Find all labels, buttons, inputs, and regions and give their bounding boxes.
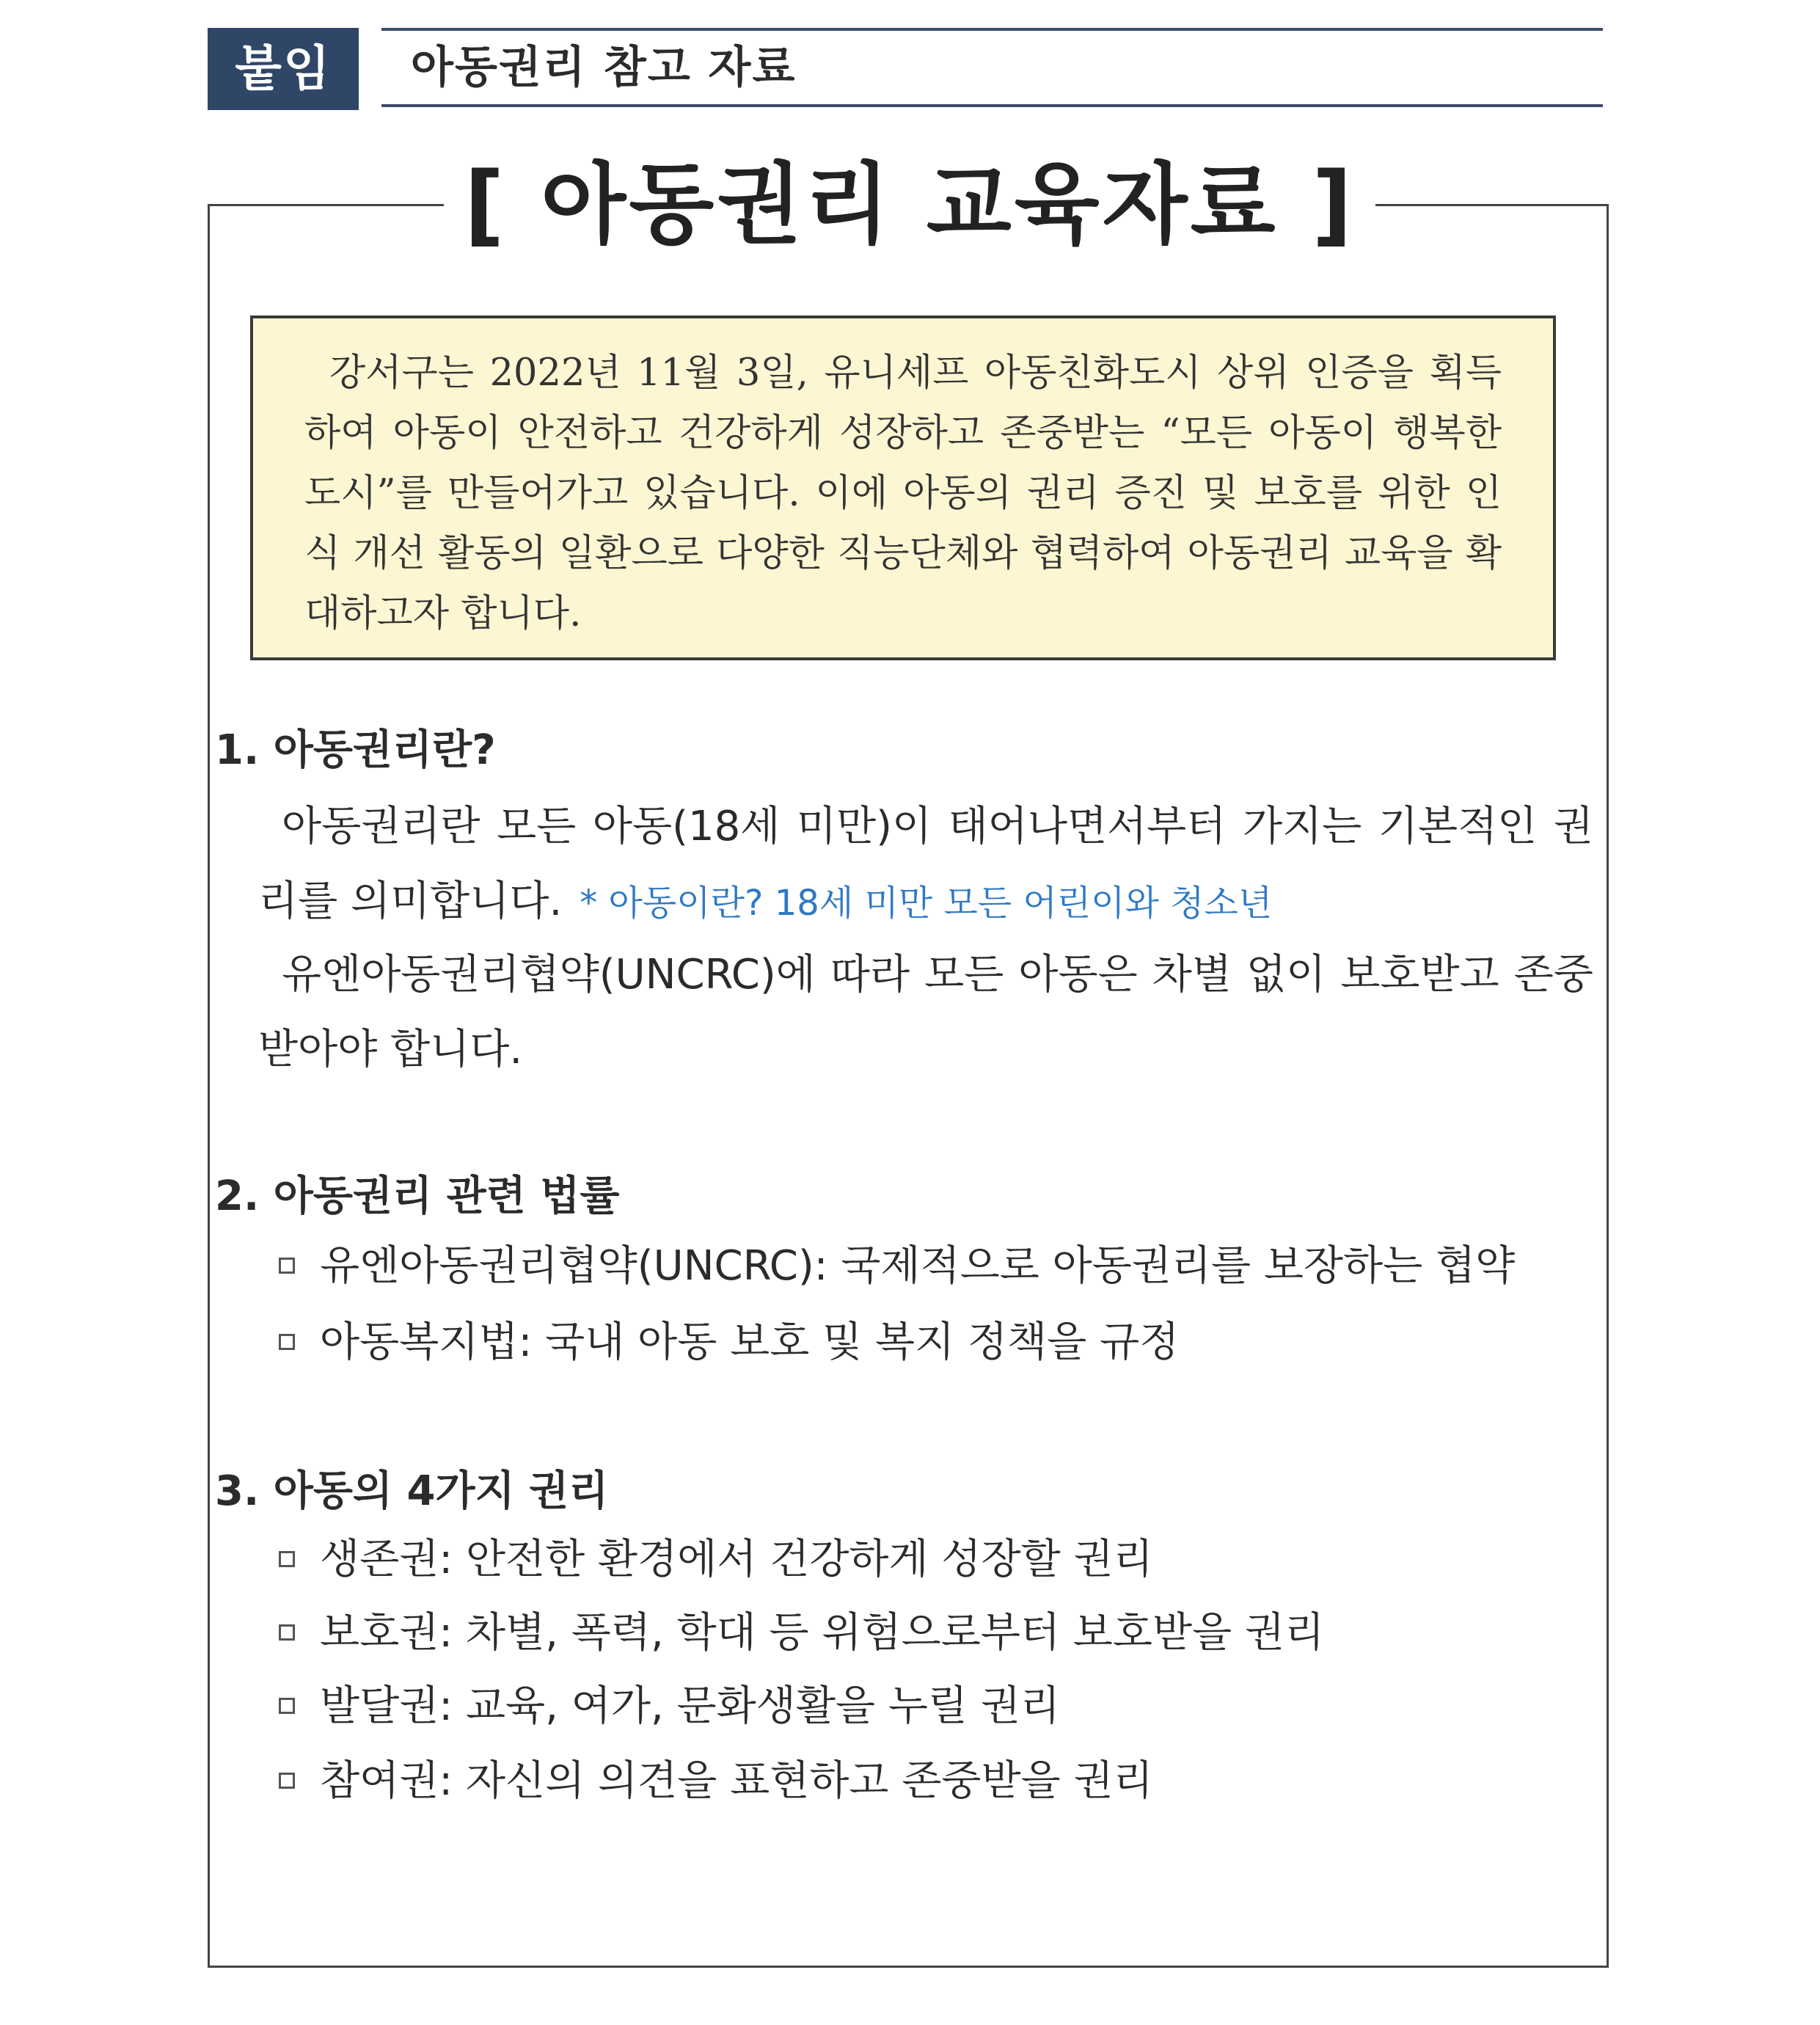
square-bullet-icon (279, 1624, 295, 1641)
right-item-text: 보호권: 차별, 폭력, 학대 등 위험으로부터 보호받을 권리 (320, 1609, 1325, 1657)
section-1-paragraph-2-text: 유엔아동권리협약(UNCRC)에 따라 모든 아동은 차별 없이 보호받고 존중받아야 합니다. (258, 951, 1593, 1073)
square-bullet-icon (279, 1773, 295, 1789)
law-item-text: 유엔아동권리협약(UNCRC): 국제적으로 아동권리를 보장하는 협약 (320, 1242, 1516, 1290)
right-item-text: 발달권: 교육, 여가, 문화생활을 누릴 권리 (320, 1682, 1061, 1730)
law-item (279, 1240, 1515, 1293)
right-item (279, 1533, 1153, 1586)
header-title-bar (381, 28, 1603, 107)
square-bullet-icon (279, 1698, 295, 1714)
attachment-badge: 붙임 (208, 28, 359, 110)
law-item-text: 아동복지법: 국내 아동 보호 및 복지 정책을 규정 (320, 1318, 1180, 1366)
right-item (279, 1680, 1060, 1733)
intro-text: 강서구는 2022년 11월 3일, 유니세프 아동친화도시 상위 인증을 획득하여 아동이 안전하고 건강하게 성장하고 존중받는 “모든 아동이 행복한 도시”를 만들어가고 있습니다. 이에 아동의 권리 증진 및 보호를 위한 인식 개선 활동의 일환으로 다양한 직능단체와 협력하여 아동권리 교육을 확대하고자 합니다. (304, 351, 1502, 635)
right-item-text: 생존권: 안전한 환경에서 건강하게 성장할 권리 (320, 1536, 1153, 1583)
main-title: [ 아동권리 교육자료 ] (464, 154, 1356, 256)
section-3-heading: 3. 아동의 4가지 권리 (215, 1467, 609, 1515)
square-bullet-icon (279, 1551, 295, 1567)
square-bullet-icon (279, 1334, 295, 1350)
intro-box (250, 315, 1556, 660)
section-1-paragraph-2 (258, 938, 1593, 1087)
right-item-text: 참여권: 자신의 의견을 표현하고 존중받을 권리 (320, 1757, 1153, 1805)
right-item (279, 1755, 1153, 1808)
section-1-paragraph-1 (258, 789, 1593, 941)
square-bullet-icon (279, 1258, 295, 1274)
law-item (279, 1316, 1179, 1369)
section-1-paragraph-1-text: 아동권리란 모든 아동(18세 미만)이 태어나면서부터 가지는 기본적인 권리를 의미합니다. (258, 803, 1593, 925)
right-item (279, 1607, 1324, 1660)
section-2-heading: 2. 아동권리 관련 법률 (215, 1172, 620, 1220)
section-1-heading: 1. 아동권리란? (215, 726, 496, 774)
header-title: 아동권리 참고 자료 (411, 42, 797, 93)
section-1-note: * 아동이란? 18세 미만 모든 어린이와 청소년 (580, 883, 1273, 924)
